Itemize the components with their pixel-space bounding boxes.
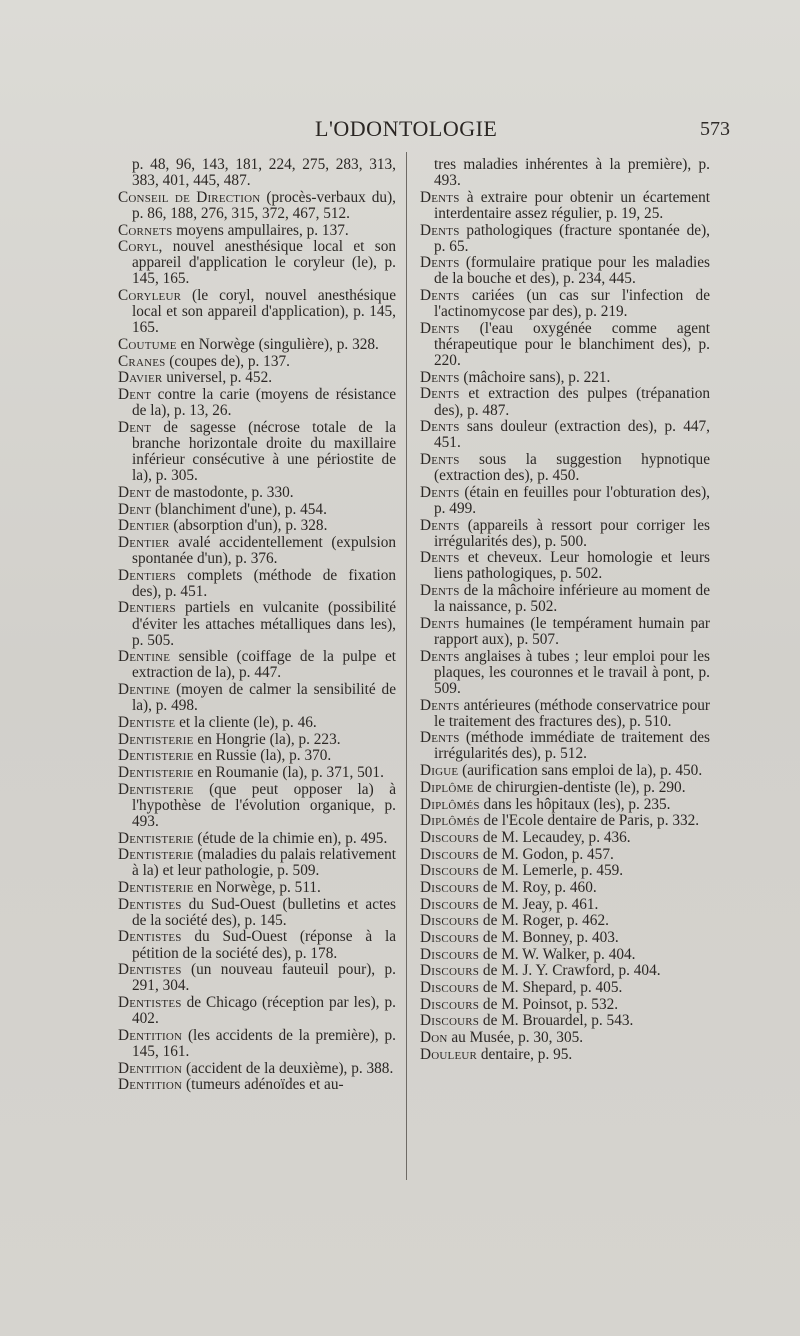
entry-headword: Discours — [420, 1012, 480, 1030]
entry-text: en Hongrie (la), p. 223. — [193, 730, 341, 748]
entry-headword: Dentier — [118, 517, 170, 535]
index-entry — [118, 354, 396, 370]
index-entry — [118, 518, 396, 534]
index-entry — [420, 583, 710, 615]
entry-text: de M. J. Y. Crawford, p. 404. — [479, 962, 661, 980]
entry-text: moyens ampullaires, p. 137. — [172, 221, 349, 239]
entry-text: (étain en feuilles pour l'obturation des), p. 499. — [434, 483, 710, 517]
entry-headword: Dentisterie — [118, 846, 194, 864]
entry-text: anglaises à tubes ; leur emploi pour les plaques, les couronnes et le travail à pont, p. 509. — [434, 647, 710, 697]
index-entry — [118, 748, 396, 764]
entry-headword: Conseil de Direction — [118, 188, 261, 206]
index-entry — [420, 863, 710, 879]
entry-text: et la cliente (le), p. 46. — [175, 713, 317, 731]
index-entry — [420, 288, 710, 320]
entry-headword: Discours — [420, 979, 480, 997]
index-entry — [420, 880, 710, 896]
index-entry — [420, 190, 710, 222]
index-entry — [420, 1047, 710, 1063]
entry-headword: Discours — [420, 878, 480, 896]
page-number: 573 — [700, 118, 730, 140]
entry-text: tres maladies inhérentes à la première), p. 493. — [434, 156, 710, 190]
index-entry — [118, 370, 396, 386]
index-entry — [420, 763, 710, 779]
entry-text: à extraire pour obtenir un écartement interdentaire assez régulier, p. 19, 25. — [434, 188, 710, 222]
entry-headword: Discours — [420, 945, 480, 963]
index-entry — [118, 1077, 396, 1093]
entry-text: au Musée, p. 30, 305. — [447, 1029, 584, 1047]
entry-headword: Don — [420, 1029, 448, 1047]
entry-text: dentaire, p. 95. — [477, 1045, 573, 1063]
entry-text: (les accidents de la première), p. 145, 161. — [132, 1026, 396, 1060]
index-entry — [118, 715, 396, 731]
entry-text: (blanchiment d'une), p. 454. — [151, 500, 327, 518]
index-entry — [118, 157, 396, 189]
entry-text: (étude de la chimie en), p. 495. — [193, 829, 388, 847]
entry-text: du Sud-Ouest (bulletins et actes de la société des), p. 145. — [132, 895, 396, 929]
index-entry — [118, 190, 396, 222]
entry-headword: Coutume — [118, 336, 177, 353]
entry-text: en Russie (la), p. 370. — [193, 747, 332, 765]
index-entry — [118, 782, 396, 830]
entry-headword: Dentine — [118, 681, 171, 699]
entry-text: et extraction des pulpes (trépanation des), p. 487. — [434, 385, 710, 419]
index-entry — [118, 995, 396, 1027]
entry-headword: Dent — [118, 418, 152, 436]
entry-headword: Dentisterie — [118, 829, 194, 847]
entry-headword: Dents — [420, 319, 460, 337]
entry-text: (absorption d'un), p. 328. — [169, 517, 328, 535]
index-entry — [420, 223, 710, 255]
journal-title: L'ODONTOLOGIE — [315, 116, 498, 141]
entry-text: (mâchoire sans), p. 221. — [459, 368, 611, 386]
entry-headword: Douleur — [420, 1045, 478, 1063]
entry-headword: Discours — [420, 845, 480, 863]
entry-headword: Dents — [420, 368, 460, 386]
entry-text: de M. Godon, p. 457. — [479, 845, 614, 863]
index-entry — [118, 1061, 396, 1077]
entry-text: complets (méthode de fixation des), p. 451. — [132, 566, 396, 600]
index-entry — [420, 780, 710, 796]
entry-text: et cheveux. Leur homologie et leurs liens pathologiques, p. 502. — [434, 549, 710, 583]
entry-text: de la mâchoire inférieure au moment de la naissance, p. 502. — [434, 582, 710, 616]
entry-headword: Dents — [420, 418, 460, 436]
index-entry — [420, 997, 710, 1013]
index-entry — [420, 452, 710, 484]
entry-headword: Dent — [118, 500, 152, 518]
index-entry — [420, 550, 710, 582]
index-entry — [118, 847, 396, 879]
entry-text: humaines (le tempérament humain par rapport aux), p. 507. — [434, 614, 710, 649]
entry-text: sensible (coiffage de la pulpe et extraction de la), p. 447. — [132, 648, 396, 682]
entry-headword: Dentisterie — [118, 878, 194, 896]
entry-text: sans douleur (extraction des), p. 447, 451. — [434, 418, 710, 452]
index-entry — [420, 913, 710, 929]
entry-headword: Diplômés — [420, 812, 480, 830]
entry-headword: Discours — [420, 895, 480, 913]
entry-headword: Discours — [420, 828, 480, 846]
entry-text: (aurification sans emploi de la), p. 450. — [458, 762, 703, 780]
index-entry — [118, 831, 396, 847]
entry-headword: Coryl — [118, 238, 159, 256]
entry-headword: Dent — [118, 483, 152, 501]
index-entry — [420, 947, 710, 963]
index-entry — [420, 616, 710, 648]
entry-text: de M. Roger, p. 462. — [479, 912, 609, 930]
entry-text: (l'eau oxygénée comme agent thérapeutique pour le blanchiment des), p. 220. — [434, 319, 710, 370]
entry-headword: Dents — [420, 696, 460, 714]
entry-text: antérieures (méthode conservatrice pour le traitement des fractures des), p. 510. — [434, 696, 710, 730]
entry-text: en Norwège, p. 511. — [193, 878, 321, 896]
entry-text: de M. Roy, p. 460. — [479, 878, 597, 896]
entry-headword: Dentistes — [118, 994, 182, 1011]
entry-headword: Dentition — [118, 1059, 183, 1077]
entry-text: de M. W. Walker, p. 404. — [479, 945, 636, 963]
entry-headword: Discours — [420, 929, 480, 947]
index-entry — [420, 386, 710, 418]
index-entry — [420, 963, 710, 979]
entry-headword: Discours — [420, 962, 480, 980]
entry-headword: Dentiste — [118, 713, 176, 731]
index-entry — [420, 730, 710, 762]
entry-text: de M. Lecaudey, p. 436. — [479, 828, 631, 846]
entry-text: de M. Lemerle, p. 459. — [479, 862, 624, 880]
entry-text: (formulaire pratique pour les maladies de la bouche et des), p. 234, 445. — [434, 254, 710, 288]
entry-headword: Dentisterie — [118, 780, 194, 798]
entry-text: (tumeurs adénoïdes et au- — [182, 1076, 344, 1094]
entry-text: en Norwège (singulière), p. 328. — [176, 336, 379, 353]
index-entry — [420, 1013, 710, 1029]
index-entry — [420, 830, 710, 846]
entry-headword: Dents — [420, 582, 460, 600]
entry-text: (accident de la deuxième), p. 388. — [182, 1059, 394, 1077]
entry-text: de sagesse (nécrose totale de la branche horizontale droite du maxillaire inférieur consécutive à une périostite de la), p. 305. — [132, 418, 396, 485]
entry-headword: Dents — [420, 614, 460, 632]
index-entry — [118, 223, 396, 239]
entry-headword: Dentition — [118, 1026, 183, 1044]
index-column-right — [420, 157, 710, 1064]
entry-text: de M. Shepard, p. 405. — [479, 979, 623, 997]
index-entry — [420, 321, 710, 369]
entry-headword: Discours — [420, 995, 480, 1013]
index-entry — [118, 880, 396, 896]
entry-headword: Discours — [420, 912, 480, 930]
entry-text: de chirurgien-dentiste (le), p. 290. — [473, 778, 686, 796]
entry-headword: Dents — [420, 483, 460, 501]
entry-headword: Dents — [420, 451, 460, 469]
entry-headword: Dentition — [118, 1076, 183, 1094]
index-entry — [420, 485, 710, 517]
entry-headword: Dents — [420, 188, 460, 206]
index-entry — [420, 419, 710, 451]
index-entry — [118, 337, 396, 353]
index-entry — [118, 765, 396, 781]
index-entry — [420, 813, 710, 829]
entry-text: de mastodonte, p. 330. — [151, 483, 294, 501]
entry-text: de M. Jeay, p. 461. — [479, 895, 599, 913]
entry-text: , nouvel anesthésique local et son appareil d'application le coryleur (le), p. 145, 165. — [132, 238, 396, 288]
column-divider — [406, 152, 407, 1180]
index-entry — [118, 1028, 396, 1060]
entry-text: sous la suggestion hypnotique (extraction des), p. 450. — [434, 451, 710, 485]
index-entry — [118, 239, 396, 287]
entry-text: du Sud-Ouest (réponse à la pétition de la société des), p. 178. — [132, 928, 396, 962]
entry-headword: Dentiers — [118, 566, 176, 584]
entry-headword: Diplômés — [420, 795, 480, 813]
entry-headword: Cranes — [118, 352, 166, 370]
index-entry — [420, 518, 710, 550]
index-entry — [118, 962, 396, 994]
entry-headword: Diplôme — [420, 778, 474, 796]
entry-headword: Dents — [420, 729, 460, 747]
entry-text: pathologiques (fracture spontanée de), p. 65. — [434, 221, 710, 255]
entry-headword: Dentistes — [118, 961, 182, 979]
index-entry — [118, 600, 396, 648]
index-entry — [118, 897, 396, 929]
entry-text: cariées (un cas sur l'infection de l'actinomycose par des), p. 219. — [434, 287, 710, 321]
index-entry — [420, 1030, 710, 1046]
entry-text: de l'Ecole dentaire de Paris, p. 332. — [479, 812, 700, 830]
index-entry — [420, 370, 710, 386]
index-entry — [420, 980, 710, 996]
entry-text: (que peut opposer la) à l'hypothèse de l'évolution organique, p. 493. — [132, 780, 396, 830]
index-entry — [118, 387, 396, 419]
entry-text: dans les hôpitaux (les), p. 235. — [479, 795, 671, 813]
entry-headword: Dents — [420, 516, 460, 534]
entry-headword: Dents — [420, 385, 460, 403]
entry-text: partiels en vulcanite (possibilité d'éviter les attaches métalliques dans les), p. 505. — [132, 599, 396, 649]
entry-text: en Roumanie (la), p. 371, 501. — [193, 763, 384, 781]
entry-headword: Dentier — [118, 533, 170, 551]
index-entry — [118, 535, 396, 567]
entry-text: (procès-verbaux du), p. 86, 188, 276, 315, 372, 467, 512. — [132, 188, 396, 222]
index-entry — [420, 649, 710, 697]
entry-headword: Dentine — [118, 648, 171, 666]
entry-text: de Chicago (réception par les), p. 402. — [132, 994, 396, 1028]
entry-text: (moyen de calmer la sensibilité de la), p. 498. — [132, 681, 396, 715]
entry-headword: Dents — [420, 549, 460, 567]
entry-text: universel, p. 452. — [162, 369, 273, 387]
index-entry — [118, 649, 396, 681]
entry-headword: Dents — [420, 221, 460, 239]
index-column-left — [118, 157, 396, 1094]
entry-headword: Dentistes — [118, 928, 182, 946]
index-entry — [118, 485, 396, 501]
entry-text: de M. Poinsot, p. 532. — [479, 995, 619, 1013]
index-entry — [118, 682, 396, 714]
index-entry — [420, 897, 710, 913]
entry-headword: Cornets — [118, 221, 173, 239]
entry-headword: Dentisterie — [118, 730, 194, 748]
entry-text: avalé accidentellement (expulsion spontanée d'un), p. 376. — [132, 533, 396, 567]
entry-text: (le coryl, nouvel anesthésique local et son appareil d'application), p. 145, 165. — [132, 287, 396, 337]
entry-text: (maladies du palais relativement à la) et leur pathologie, p. 509. — [132, 846, 396, 880]
entry-headword: Dentiers — [118, 599, 176, 617]
entry-headword: Dents — [420, 287, 460, 305]
entry-text: de M. Brouardel, p. 543. — [479, 1012, 634, 1030]
entry-text: p. 48, 96, 143, 181, 224, 275, 283, 313, 383, 401, 445, 487. — [132, 156, 396, 190]
index-entry — [118, 420, 396, 484]
entry-headword: Discours — [420, 862, 480, 880]
entry-headword: Coryleur — [118, 287, 182, 305]
entry-text: de M. Bonney, p. 403. — [479, 929, 619, 947]
entry-headword: Dent — [118, 386, 152, 404]
running-header — [0, 116, 800, 146]
index-entry — [420, 698, 710, 730]
entry-text: (méthode immédiate de traitement des irrégularités des), p. 512. — [434, 729, 710, 763]
entry-headword: Dentisterie — [118, 763, 194, 781]
entry-headword: Dentisterie — [118, 747, 194, 765]
index-entry — [118, 929, 396, 961]
index-entry — [420, 255, 710, 287]
entry-text: (un nouveau fauteuil pour), p. 291, 304. — [132, 961, 396, 995]
entry-headword: Dents — [420, 254, 460, 272]
index-entry — [118, 502, 396, 518]
entry-headword: Digue — [420, 762, 459, 780]
entry-text: contre la carie (moyens de résistance de la), p. 13, 26. — [132, 386, 396, 420]
entry-headword: Davier — [118, 369, 163, 387]
entry-headword: Dentistes — [118, 895, 182, 913]
entry-text: (appareils à ressort pour corriger les irrégularités des), p. 500. — [434, 516, 710, 550]
index-entry — [420, 930, 710, 946]
entry-text: (coupes de), p. 137. — [165, 352, 290, 370]
index-entry — [420, 847, 710, 863]
index-entry — [118, 288, 396, 336]
index-entry — [420, 157, 710, 189]
index-entry — [118, 568, 396, 600]
index-entry — [118, 732, 396, 748]
index-entry — [420, 797, 710, 813]
entry-headword: Dents — [420, 647, 460, 665]
